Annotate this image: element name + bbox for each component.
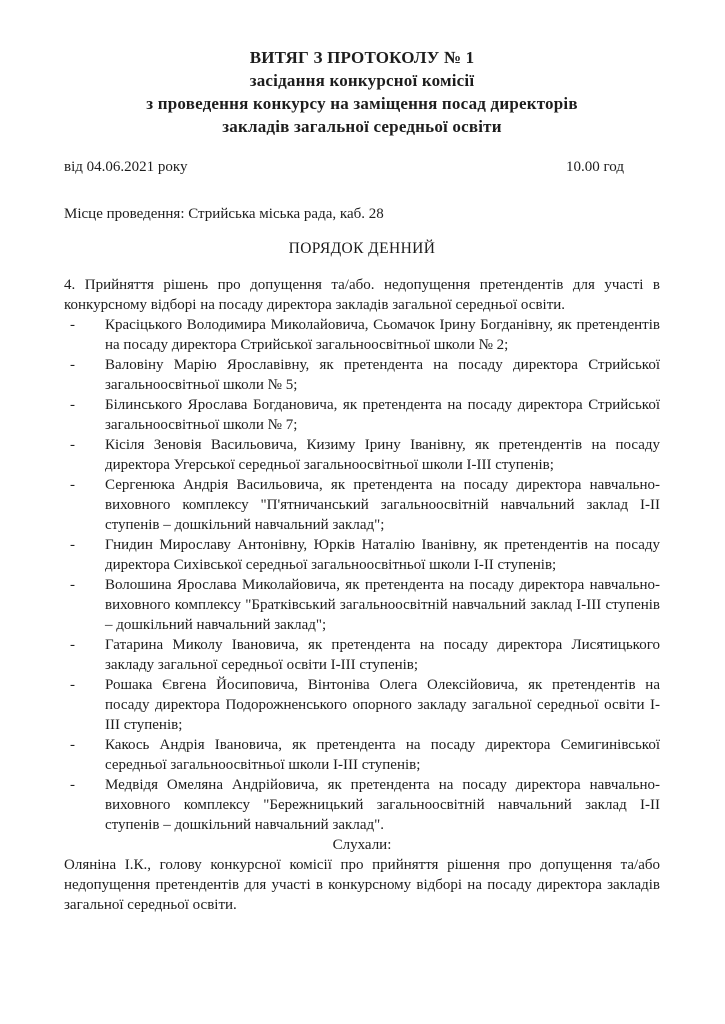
list-item-text: Кісіля Зеновія Васильовича, Кизиму Ірину Іванівну, як претендентів на посаду директора Угерської середньої загальноосвітньої школи І-ІІІ ступенів; (105, 437, 660, 473)
document-title (64, 46, 660, 138)
title-line-4: закладів загальної середньої освіти (222, 117, 502, 136)
list-item-marker: - (70, 577, 75, 593)
protocol-date: від 04.06.2021 року (64, 159, 188, 175)
list-item (64, 355, 660, 395)
heard-heading: Слухали: (332, 837, 392, 853)
list-item (64, 575, 660, 635)
list-item-text: Гнидин Мирославу Антонівну, Юрків Наталію Іванівну, як претендентів на посаду директора Сихівської середньої загальноосвітньої школи І-ІІ ступенів; (105, 537, 660, 573)
list-item-text: Красіцького Володимира Миколайовича, Сьомачок Ірину Богданівну, як претендентів на посаду директора Стрийської загальноосвітньої школи № 2; (105, 317, 660, 353)
list-item-marker: - (70, 677, 75, 693)
list-item-text: Волошина Ярослава Миколайовича, як претендента на посаду директора навчально-виховного комплексу "Братківський загальноосвітній навчальний заклад І-ІІІ ступенів – дошкільний навчальний заклад"; (105, 577, 660, 633)
location-line: Місце проведення: Стрийська міська рада, каб. 28 (64, 206, 384, 222)
list-item (64, 535, 660, 575)
list-item-text: Гатарина Миколу Івановича, як претендента на посаду директора Лисятицького закладу загальної середньої освіти І-ІІІ ступенів; (105, 637, 660, 673)
list-item (64, 475, 660, 535)
list-item-marker: - (70, 537, 75, 553)
list-item (64, 735, 660, 775)
candidate-list (64, 315, 660, 835)
list-item-marker: - (70, 777, 75, 793)
title-line-3: з проведення конкурсу на заміщення посад директорів (146, 94, 578, 113)
list-item-text: Валовіну Марію Ярославівну, як претендента на посаду директора Стрийської загальноосвітньої школи № 5; (105, 357, 660, 393)
list-item-marker: - (70, 317, 75, 333)
list-item-marker: - (70, 397, 75, 413)
agenda-item-text: 4. Прийняття рішень про допущення та/або. недопущення претендентів для участі в конкурсному відборі на посаду директора закладів загальної середньої освіти. (64, 277, 660, 313)
title-line-2: засідання конкурсної комісії (249, 71, 475, 90)
date-row (64, 157, 660, 177)
list-item-marker: - (70, 637, 75, 653)
list-item-marker: - (70, 357, 75, 373)
list-item (64, 635, 660, 675)
list-item-text: Білинського Ярослава Богдановича, як претендента на посаду директора Стрийської загальноосвітньої школи № 7; (105, 397, 660, 433)
list-item (64, 675, 660, 735)
heard-text: Оляніна І.К., голову конкурсної комісії про прийняття рішення про допущення та/або недопущення претендентів для участі в конкурсному відборі на посаду директора закладів загальної середньої освіти. (64, 857, 660, 913)
list-item-marker: - (70, 737, 75, 753)
list-item (64, 435, 660, 475)
list-item-text: Рошака Євгена Йосиповича, Вінтоніва Олега Олексійовича, як претендентів на посаду директора Подорожненського опорного закладу загальної середньої освіти І-ІІІ ступенів; (105, 677, 660, 733)
list-item-text: Медвідя Омеляна Андрійовича, як претендента на посаду директора навчально-виховного комплексу "Бережницький загальноосвітній навчальний заклад І-ІІ ступенів – дошкільний навчальний заклад". (105, 777, 660, 833)
list-item-text: Какось Андрія Івановича, як претендента на посаду директора Семигинівської середньої загальноосвітньої школи І-ІІІ ступенів; (105, 737, 660, 773)
list-item-text: Сергенюка Андрія Васильовича, як претендента на посаду директора навчально-виховного комплексу "П'ятничанський загальноосвітній навчальний заклад І-ІІ ступенів – дошкільний навчальний заклад"; (105, 477, 660, 533)
list-item (64, 775, 660, 835)
list-item-marker: - (70, 477, 75, 493)
list-item (64, 395, 660, 435)
protocol-time: 10.00 год (566, 159, 624, 175)
list-item-marker: - (70, 437, 75, 453)
list-item (64, 315, 660, 355)
agenda-heading: ПОРЯДОК ДЕННИЙ (288, 240, 436, 257)
title-line-1: ВИТЯГ З ПРОТОКОЛУ № 1 (249, 48, 475, 67)
